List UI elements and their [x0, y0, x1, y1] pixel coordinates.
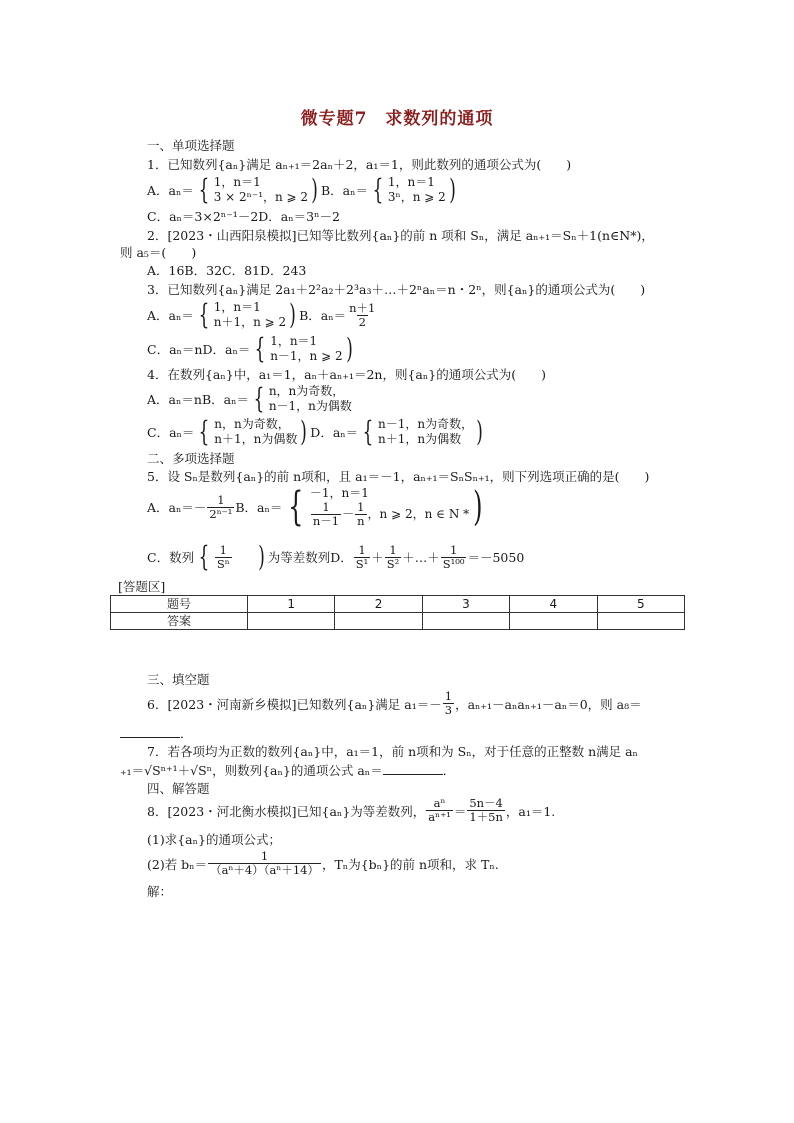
answer-table-header-cell: 2: [335, 596, 422, 613]
question-2-stem-line1: 2．[2023・山西阳泉模拟]已知等比数列{aₙ}的前 n 项和 Sₙ，满足 aₙ₊₁＝Sₙ＋1(n∈N*)，: [147, 228, 654, 243]
q8-part2-tail: ，Tₙ为{bₙ}的前 n项和，求 Tₙ.: [321, 856, 499, 872]
q8-fa-den: aⁿ⁺¹: [428, 810, 451, 824]
section-single-choice: 一、单项选择题: [147, 138, 235, 153]
answer-table-answer-row: [111, 613, 685, 630]
q5-d-frac2-den: S²: [386, 556, 400, 571]
q5-b-case2: $\frac{1}{n-1}$ － $\frac{1}{n}$ ，n ⩾ 2，n ∈ N *: [312, 500, 470, 528]
q8-fa-num: aⁿ: [433, 796, 446, 810]
question-6-stem-line1: [147, 690, 642, 717]
q5-b-case1: －1，n＝1: [309, 486, 369, 500]
q5-d-frac2: [385, 544, 402, 571]
question-8-stem: [147, 797, 555, 824]
q5-d-frac3-num: 1: [449, 542, 458, 557]
question-4-stem: 4．在数列{aₙ}中，a₁＝1，aₙ＋aₙ₊₁＝2n，则{aₙ}的通项公式为( ): [147, 367, 546, 382]
q1-a-case2: 3 × 2ⁿ⁻¹，n ⩾ 2: [213, 190, 309, 204]
answer-row-label: 答案: [111, 613, 248, 630]
answer-table-header-cell: 题号: [111, 596, 248, 613]
answer-cell-5[interactable]: [597, 613, 684, 630]
q5-option-c-label: C．数列: [147, 550, 195, 565]
q4-option-b-piecewise: { n，n为奇数， n－1，n为偶数: [253, 382, 352, 415]
q6-frac-den: 3: [444, 703, 453, 717]
question-1-options-ab: [147, 175, 459, 205]
q7-answer-blank[interactable]: [383, 762, 443, 775]
section-fill-blank: 三、填空题: [147, 672, 210, 687]
q4-c-case2: n＋1，n为偶数: [214, 432, 298, 446]
question-5-stem: 5．设 Sₙ是数列{aₙ}的前 n项和，且 a₁＝－1，aₙ₊₁＝SₙSₙ₊₁，则下列选项正确的是( ): [147, 469, 650, 484]
q1-option-b-label: B．aₙ＝: [321, 183, 369, 198]
q3-option-d-piecewise: { 1，n＝1 n－1，n ⩾ 2 ): [254, 332, 353, 365]
q5-b-frac2-num: 1: [357, 500, 365, 514]
q6-stem-part1: 6．[2023・河南新乡模拟]已知数列{aₙ}满足 a₁＝－: [147, 696, 442, 712]
answer-table-header-row: [111, 596, 685, 613]
q1-b-case2: 3ⁿ，n ⩾ 2: [387, 190, 446, 204]
q5-c-num: 1: [219, 542, 227, 557]
q8-p2-den: （aⁿ＋4）（aⁿ＋14）: [210, 863, 319, 877]
answer-area-label: [答题区]: [118, 579, 166, 594]
answer-cell-2[interactable]: [335, 613, 422, 630]
question-1-stem: 1．已知数列{aₙ}满足 aₙ₊₁＝2aₙ＋2，a₁＝1，则此数列的通项公式为( ): [147, 157, 572, 172]
q8-part2-label: (2)若 bₙ＝: [147, 856, 208, 872]
q4-option-ab-label: A．aₙ＝nB．aₙ＝: [147, 392, 249, 407]
q6-frac-num: 1: [444, 689, 453, 703]
q4-b-case2: n－1，n为偶数: [268, 399, 352, 413]
q5-d-frac2-num: 1: [389, 542, 397, 557]
q4-option-c-piecewise: { n，n为奇数， n＋1，n为偶数 ): [199, 415, 308, 448]
q5-c-den: Sⁿ: [216, 556, 230, 571]
q5-d-dots: ＋…＋: [402, 550, 440, 565]
answer-table-header-cell: 5: [597, 596, 684, 613]
q4-b-case1: n，n为奇数，: [268, 384, 345, 398]
question-8-part2: [147, 850, 499, 877]
page-title: 微专题7 求数列的通项: [300, 109, 494, 129]
q5-a-fraction: [207, 494, 234, 521]
q4-d-case2: n＋1，n为偶数: [378, 432, 462, 446]
q6-answer-blank[interactable]: [120, 725, 180, 738]
q1-option-b-piecewise: { 1，n＝1 3ⁿ，n ⩾ 2 ): [372, 173, 456, 206]
section-solve: 四、解答题: [147, 781, 210, 796]
answer-cell-1[interactable]: [248, 613, 335, 630]
q5-a-numerator: 1: [217, 492, 225, 507]
q5-option-b-label: B．aₙ＝: [235, 500, 283, 515]
q7-line2-end: ．: [442, 763, 456, 778]
q4-d-case1: n－1，n为奇数，: [378, 417, 474, 431]
q8-fraction-b: [467, 797, 505, 824]
question-3-stem: 3．已知数列{aₙ}满足 2a₁＋2²a₂＋2³a₃＋…＋2ⁿaₙ＝n・2ⁿ，则{aₙ}的通项公式为( ): [147, 282, 646, 297]
q3-d-case1: 1，n＝1: [270, 334, 318, 348]
q8-p2-num: 1: [260, 849, 269, 863]
question-5-options-cd: [147, 540, 525, 573]
q5-d-frac1: [354, 544, 371, 571]
q4-option-d-label: D．aₙ＝: [310, 425, 359, 440]
question-7-line1: 7．若各项均为正数的数列{aₙ}中，a₁＝1，前 n项和为 Sₙ，对于任意的正整数 n满足 aₙ: [147, 744, 638, 759]
q3-d-case2: n－1，n ⩾ 2: [270, 349, 343, 363]
q8-stem-part2: ，a₁＝1.: [505, 803, 556, 819]
answer-table-header-cell: 4: [510, 596, 597, 613]
question-3-options-cd: [147, 334, 356, 364]
q5-b-frac1-den: n－1: [312, 514, 340, 528]
q3-b-numerator: n＋1: [349, 300, 376, 315]
question-7-line2: [120, 762, 455, 779]
q5-a-denominator: 2ⁿ⁻¹: [209, 506, 233, 521]
q3-option-cd-label: C．aₙ＝nD．aₙ＝: [147, 342, 251, 357]
q5-option-c-tail: 为等差数列D．: [267, 550, 353, 565]
answer-table: [110, 595, 685, 630]
question-1-options-cd: C．aₙ＝3×2ⁿ⁻¹－2D．aₙ＝3ⁿ－2: [147, 209, 340, 224]
q1-a-case1: 1，n＝1: [213, 175, 261, 189]
question-2-options: A．16B．32C．81D．243: [147, 263, 307, 278]
question-8-solve-label: 解：: [147, 884, 173, 899]
q3-b-denominator: 2: [358, 314, 366, 329]
q5-b-frac2: [355, 501, 366, 528]
q5-c-braced-fraction: { $\frac{1}{\text{Sⁿ}}$ ): [198, 540, 265, 573]
q5-option-a-label: A．aₙ＝－: [147, 500, 207, 515]
q1-option-a-label: A．aₙ＝: [147, 183, 194, 198]
q3-a-case2: n＋1，n ⩾ 2: [213, 315, 287, 329]
q5-c-fraction: [215, 544, 232, 571]
q3-option-a-piecewise: { 1，n＝1 n＋1，n ⩾ 2 ): [198, 298, 296, 331]
q3-option-b-label: B．aₙ＝: [299, 308, 347, 323]
q5-d-tail: ＝－5050: [467, 550, 525, 565]
q8-fraction-a: [426, 797, 453, 824]
q4-option-c-label: C．aₙ＝: [147, 425, 195, 440]
question-5-options-ab: [147, 486, 487, 528]
q6-fraction: [443, 690, 454, 717]
q8-fb-den: 1＋5n: [469, 810, 503, 824]
question-2-stem-line2: 则 a₅＝( ): [120, 245, 197, 260]
q4-c-case1: n，n为奇数，: [214, 417, 290, 431]
q5-b-case2-tail: ，n ⩾ 2，n ∈ N *: [367, 507, 470, 521]
answer-cell-3[interactable]: [422, 613, 509, 630]
q5-d-plus: ＋: [371, 550, 384, 565]
q8-part2-fraction: [208, 850, 321, 877]
question-3-options-ab: [147, 300, 378, 330]
q5-d-frac3: [441, 544, 467, 571]
q8-fb-num: 5n－4: [469, 796, 503, 810]
question-6-stem-line2: [120, 725, 193, 742]
question-4-options-ab: [147, 384, 352, 414]
answer-cell-4[interactable]: [510, 613, 597, 630]
question-4-options-cd: [147, 417, 486, 447]
q3-option-a-label: A．aₙ＝: [147, 308, 194, 323]
answer-table-header-cell: 3: [422, 596, 509, 613]
q5-b-frac2-den: n: [357, 514, 365, 528]
q5-d-frac1-den: S¹: [355, 556, 369, 571]
q7-line2-text: ₊₁＝√Sⁿ⁺¹＋√Sⁿ，则数列{aₙ}的通项公式 aₙ＝: [120, 763, 383, 778]
q8-equals: ＝: [453, 803, 467, 819]
section-multiple-choice: 二、多项选择题: [147, 451, 235, 466]
q3-option-b-fraction: [347, 302, 377, 329]
q4-option-d-piecewise: { n－1，n为奇数， n＋1，n为偶数 ): [362, 415, 483, 448]
q1-b-case1: 1，n＝1: [387, 175, 435, 189]
q6-stem-end: ．: [180, 726, 193, 741]
q5-b-frac1-num: 1: [322, 500, 330, 514]
q5-option-b-piecewise: { －1，n＝1 $\frac{1}{n-1}$ － $\frac{1}{n}$ ，n ⩾ 2，n ∈ N * ): [288, 484, 483, 530]
question-8-part1: (1)求{aₙ}的通项公式；: [147, 832, 281, 847]
q5-b-frac1: [311, 501, 341, 528]
q8-stem-part1: 8．[2023・河北衡水模拟]已知{aₙ}为等差数列，: [147, 803, 426, 819]
q1-option-a-piecewise: { 1，n＝1 3 × 2ⁿ⁻¹，n ⩾ 2 ): [198, 173, 318, 206]
q5-d-frac3-den: S¹⁰⁰: [442, 556, 465, 571]
q3-a-case1: 1，n＝1: [213, 300, 261, 314]
q6-stem-part2: ，aₙ₊₁－aₙaₙ₊₁－aₙ＝0，则 a₈＝: [455, 696, 642, 712]
q5-d-frac1-num: 1: [358, 542, 366, 557]
answer-table-header-cell: 1: [248, 596, 335, 613]
